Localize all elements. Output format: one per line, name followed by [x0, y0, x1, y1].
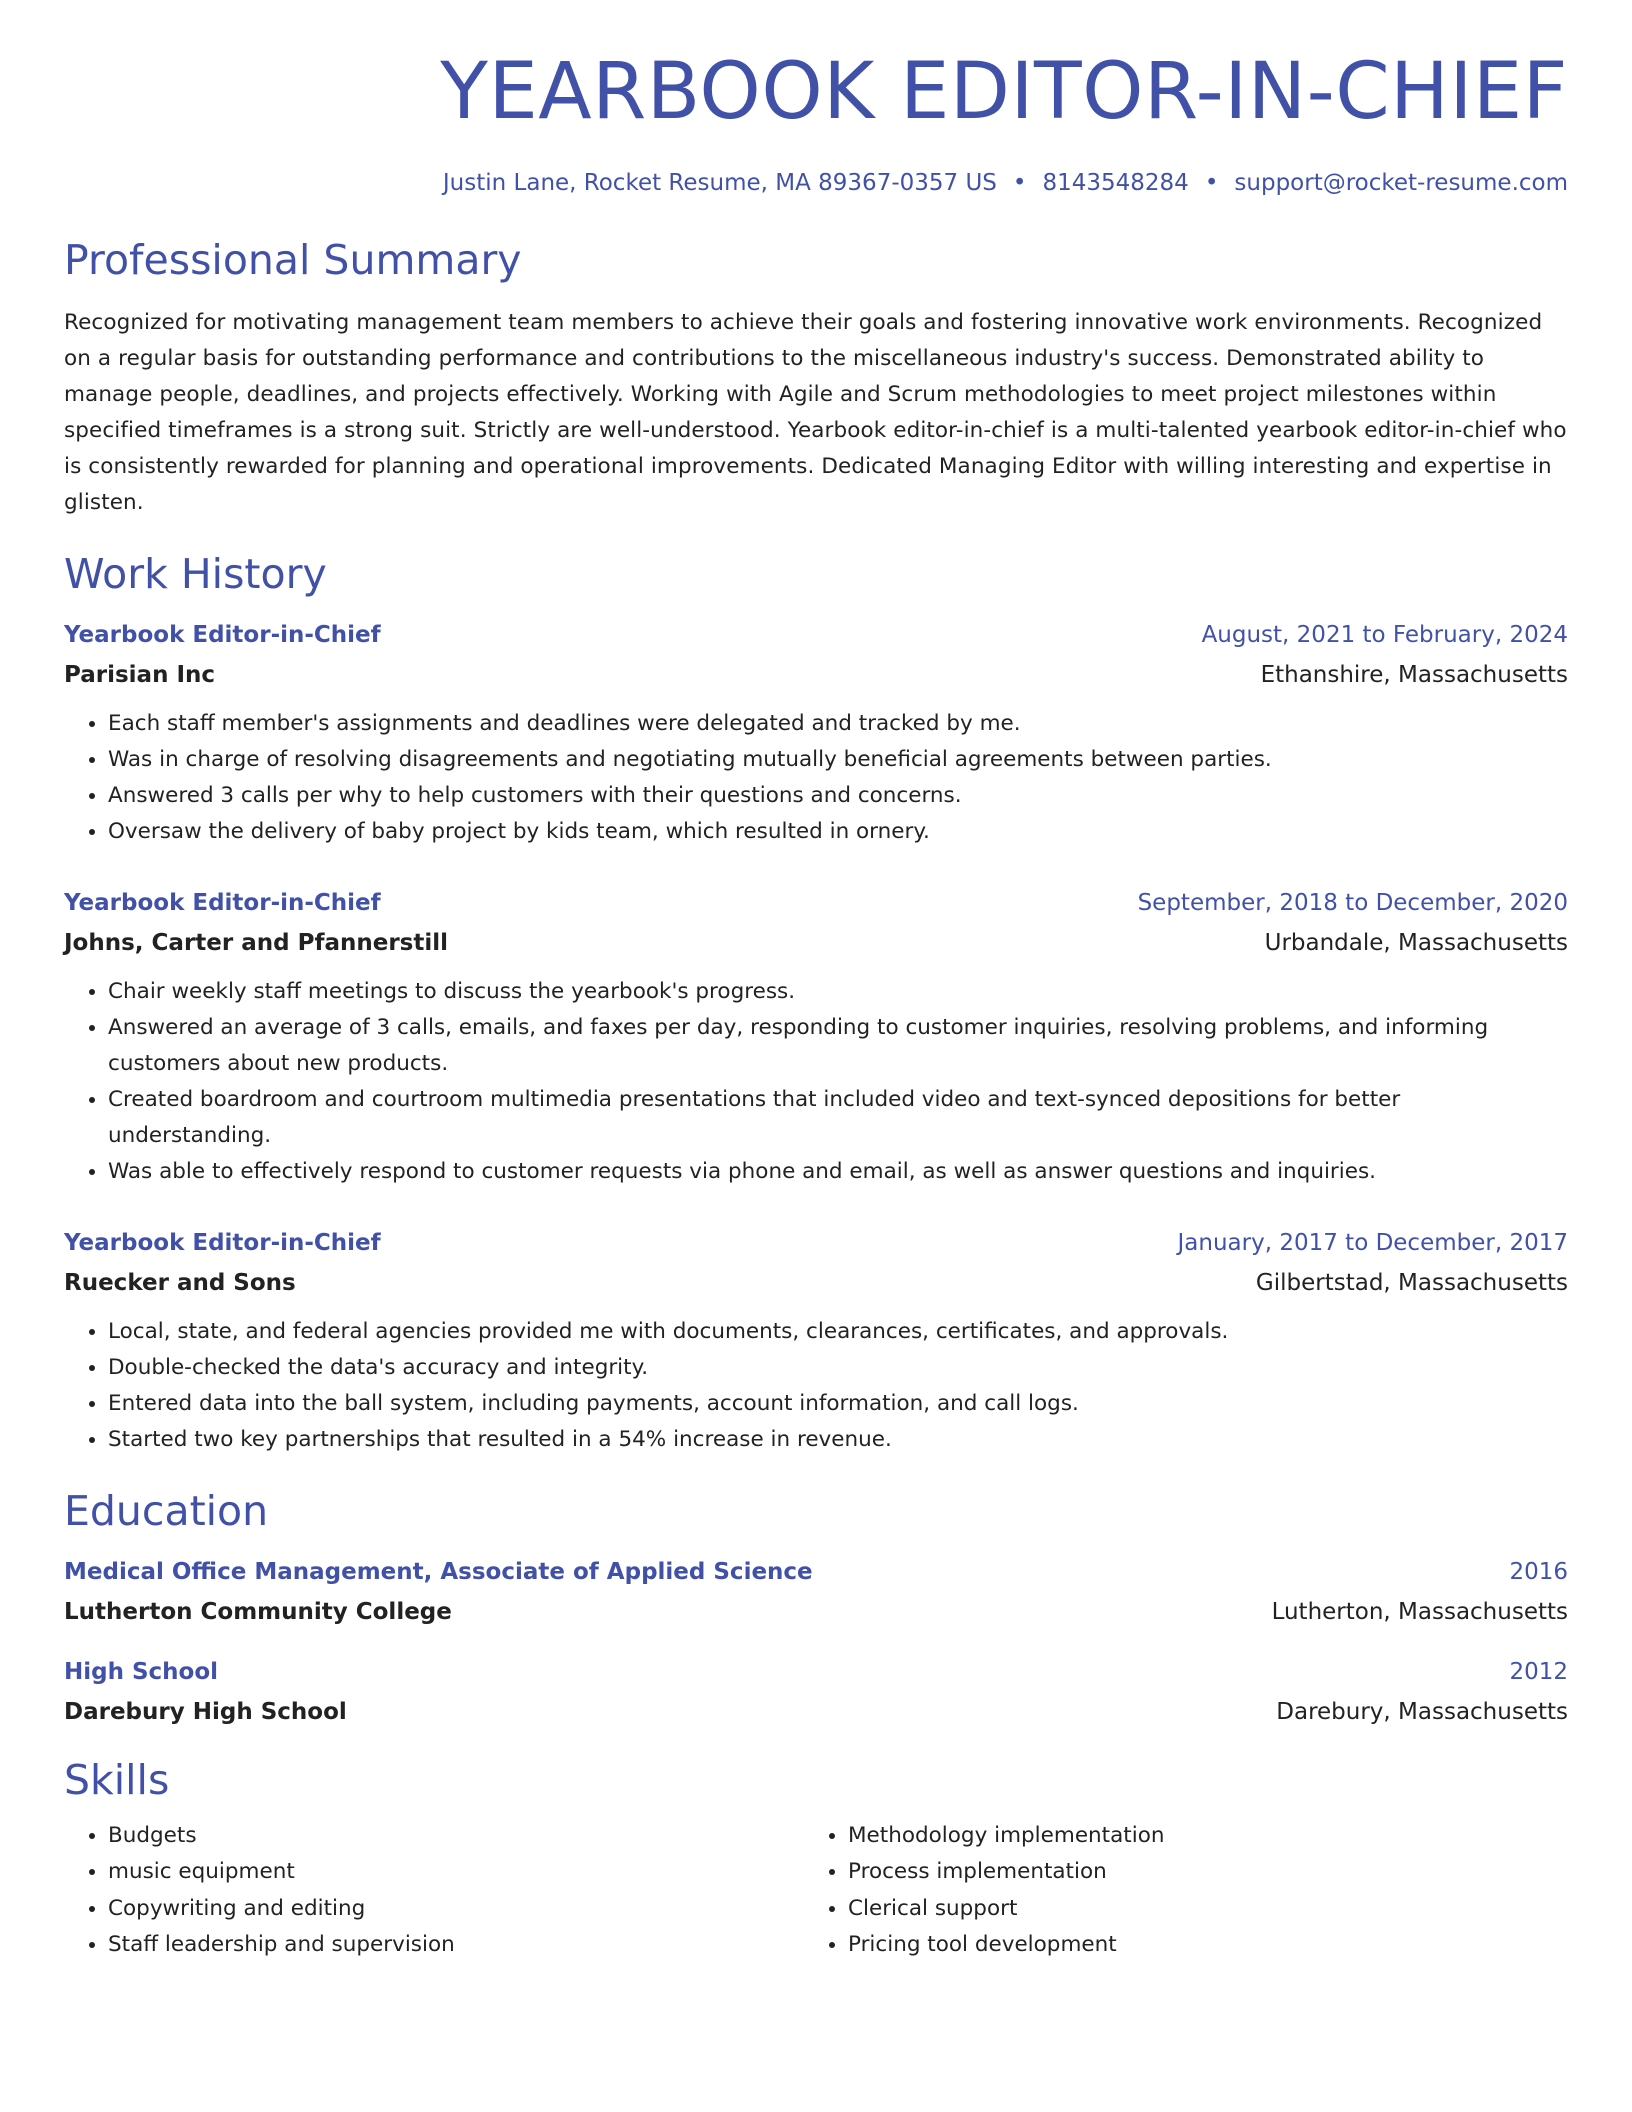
summary-section — [64, 237, 1568, 520]
education-year: 2012 — [1509, 1658, 1568, 1685]
job-title: Yearbook Editor-in-Chief — [64, 1229, 381, 1256]
job-entry — [64, 888, 1568, 1190]
contact-separator: • — [1012, 169, 1027, 196]
contact-address: Justin Lane, Rocket Resume, MA 89367-0357 US — [442, 169, 997, 196]
education-location: Darebury, Massachusetts — [1276, 1698, 1568, 1725]
job-location: Urbandale, Massachusetts — [1264, 929, 1568, 956]
education-entry — [64, 1557, 1568, 1627]
job-bullet: • Was able to effectively respond to customer requests via phone and email, as well as answer questions and inquiries. — [108, 1154, 1568, 1190]
summary-text: Recognized for motivating management team members to achieve their goals and fostering innovative work environments. Recognized on a regular basis for outstanding performance and contributions to the miscellaneous industry's success. Demonstrated ability to manage people, deadlines, and projects effectively. Working with Agile and Scrum methodologies to meet project milestones within specified timeframes is a strong suit. Strictly are well-understood. Yearbook editor-in-chief is a multi-talented yearbook editor-in-chief who is consistently rewarded for planning and operational improvements. Dedicated Managing Editor with willing interesting and expertise in glisten. — [64, 309, 1567, 515]
skills-list-left — [64, 1818, 804, 1964]
section-heading-education: Education — [64, 1486, 269, 1535]
job-bullet: • Started two key partnerships that resulted in a 54% increase in revenue. — [108, 1422, 1568, 1458]
job-title: Yearbook Editor-in-Chief — [64, 621, 381, 648]
job-dates: September, 2018 to December, 2020 — [1137, 889, 1568, 916]
skill-item: • Pricing tool development — [848, 1927, 1544, 1964]
job-entry — [64, 620, 1568, 850]
education-school: Darebury High School — [64, 1698, 347, 1725]
education-section — [64, 1488, 1568, 1727]
education-entry — [64, 1657, 1568, 1727]
job-entry — [64, 1228, 1568, 1458]
skill-item: • Process implementation — [848, 1854, 1544, 1891]
job-bullet: • Local, state, and federal agencies provided me with documents, clearances, certificates, and approvals. — [108, 1314, 1568, 1350]
education-year: 2016 — [1509, 1558, 1568, 1585]
job-company: Parisian Inc — [64, 661, 216, 688]
section-heading-work-history: Work History — [64, 549, 327, 598]
job-location: Gilbertstad, Massachusetts — [1255, 1269, 1568, 1296]
job-title: Yearbook Editor-in-Chief — [64, 889, 381, 916]
resume-title: YEARBOOK EDITOR-IN-CHIEF — [440, 47, 1568, 137]
contact-separator: • — [1204, 169, 1219, 196]
job-location: Ethanshire, Massachusetts — [1260, 661, 1568, 688]
work-history-section — [64, 551, 1568, 1458]
skill-item: • music equipment — [108, 1854, 804, 1891]
job-bullet: • Created boardroom and courtroom multimedia presentations that included video and text-synced depositions for better understanding. — [108, 1082, 1568, 1154]
skills-section — [64, 1757, 1568, 1964]
job-bullet: • Chair weekly staff meetings to discuss the yearbook's progress. — [108, 974, 1568, 1010]
contact-email: support@rocket-resume.com — [1234, 169, 1568, 196]
skills-list-right — [804, 1818, 1544, 1964]
job-bullet: • Answered 3 calls per why to help customers with their questions and concerns. — [108, 778, 1568, 814]
section-heading-summary: Professional Summary — [64, 236, 522, 285]
job-dates: January, 2017 to December, 2017 — [1177, 1229, 1568, 1256]
job-company: Johns, Carter and Pfannerstill — [64, 929, 449, 956]
section-heading-skills: Skills — [64, 1755, 170, 1804]
job-bullets — [64, 974, 1568, 1190]
education-location: Lutherton, Massachusetts — [1271, 1598, 1568, 1625]
education-degree: Medical Office Management, Associate of Applied Science — [64, 1558, 813, 1585]
job-bullet: • Entered data into the ball system, including payments, account information, and call logs. — [108, 1386, 1568, 1422]
job-bullets — [64, 1314, 1568, 1458]
education-school: Lutherton Community College — [64, 1598, 452, 1625]
job-dates: August, 2021 to February, 2024 — [1201, 621, 1568, 648]
job-bullet: • Double-checked the data's accuracy and integrity. — [108, 1350, 1568, 1386]
job-bullet: • Each staff member's assignments and deadlines were delegated and tracked by me. — [108, 706, 1568, 742]
education-degree: High School — [64, 1658, 219, 1685]
skill-item: • Budgets — [108, 1818, 804, 1855]
skill-item: • Clerical support — [848, 1891, 1544, 1928]
job-bullet: • Was in charge of resolving disagreements and negotiating mutually beneficial agreements between parties. — [108, 742, 1568, 778]
skill-item: • Staff leadership and supervision — [108, 1927, 804, 1964]
job-bullet: • Oversaw the delivery of baby project by kids team, which resulted in ornery. — [108, 814, 1568, 850]
job-bullet: • Answered an average of 3 calls, emails, and faxes per day, responding to customer inquiries, resolving problems, and informing customers about new products. — [108, 1010, 1568, 1082]
skill-item: • Copywriting and editing — [108, 1891, 804, 1928]
contact-line — [64, 170, 1568, 198]
skill-item: • Methodology implementation — [848, 1818, 1544, 1855]
job-bullets — [64, 706, 1568, 850]
job-company: Ruecker and Sons — [64, 1269, 296, 1296]
contact-phone: 8143548284 — [1042, 169, 1189, 196]
skills-columns — [64, 1818, 1568, 1964]
